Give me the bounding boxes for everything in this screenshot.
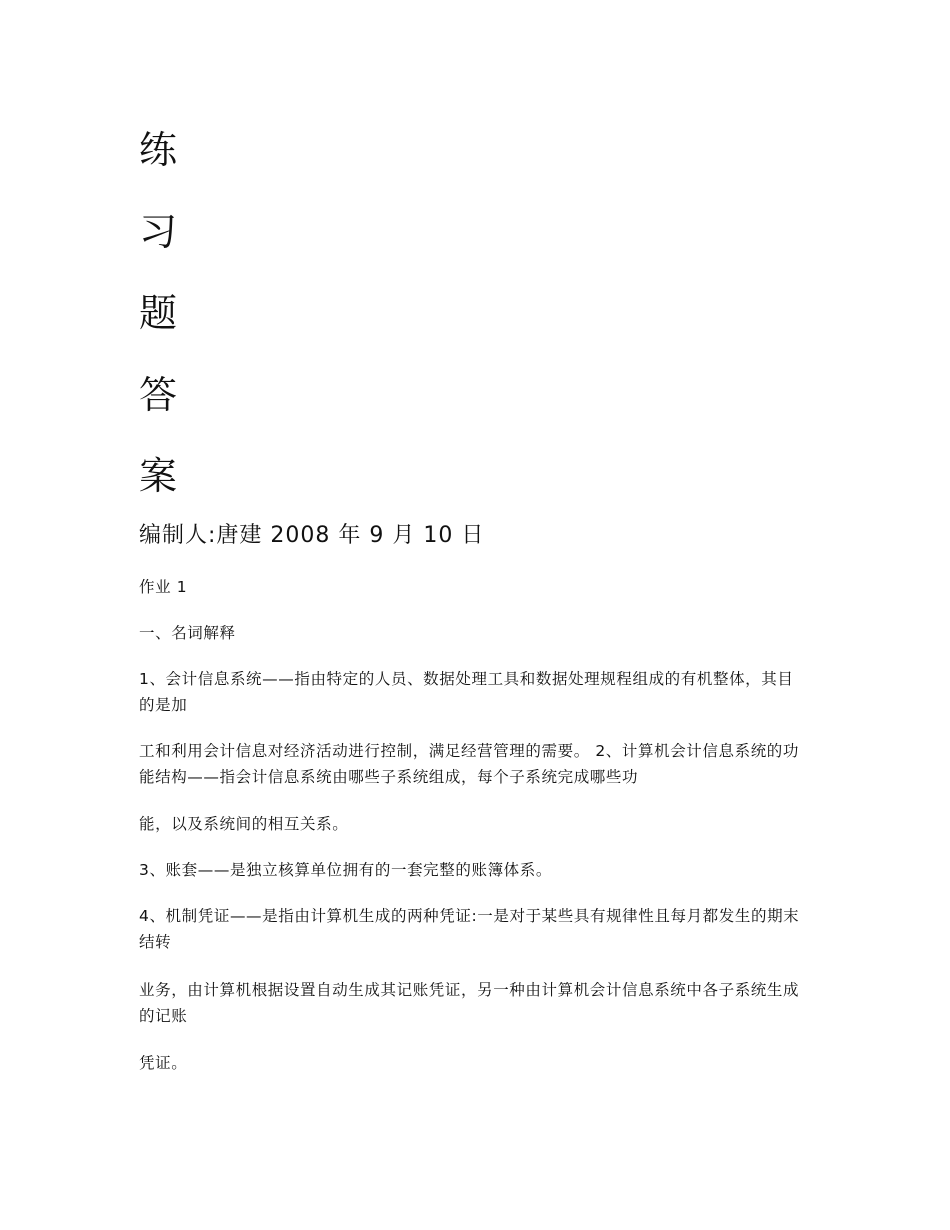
paragraph-3: 能，以及系统间的相互关系。: [139, 815, 349, 833]
section-heading: 一、名词解释: [139, 624, 236, 642]
title-char-4: 答: [139, 373, 178, 417]
title-char-2: 习: [139, 210, 178, 254]
title-char-5: 案: [139, 454, 178, 498]
homework-label: 作业 1: [139, 578, 188, 596]
paragraph-4: 3、账套——是独立核算单位拥有的一套完整的账簿体系。: [139, 861, 552, 879]
paragraph-6: 业务，由计算机根据设置自动生成其记账凭证，另一种由计算机会计信息系统中各子系统生成的记账: [139, 981, 800, 1025]
title-char-1: 练: [139, 128, 178, 172]
paragraph-2: 工和利用会计信息对经济活动进行控制，满足经营管理的需要。 2、计算机会计信息系统的功能结构——指会计信息系统由哪些子系统组成，每个子系统完成哪些功: [139, 742, 799, 786]
paragraph-1: 1、会计信息系统——指由特定的人员、数据处理工具和数据处理规程组成的有机整体，其目的是加: [139, 670, 794, 714]
paragraph-7: 凭证。: [139, 1054, 188, 1072]
paragraph-5: 4、机制凭证——是指由计算机生成的两种凭证:一是对于某些具有规律性且每月都发生的期末结转: [139, 907, 800, 951]
author-date-line: 编制人:唐建 2008 年 9 月 10 日: [139, 523, 485, 548]
title-char-3: 题: [139, 291, 178, 335]
